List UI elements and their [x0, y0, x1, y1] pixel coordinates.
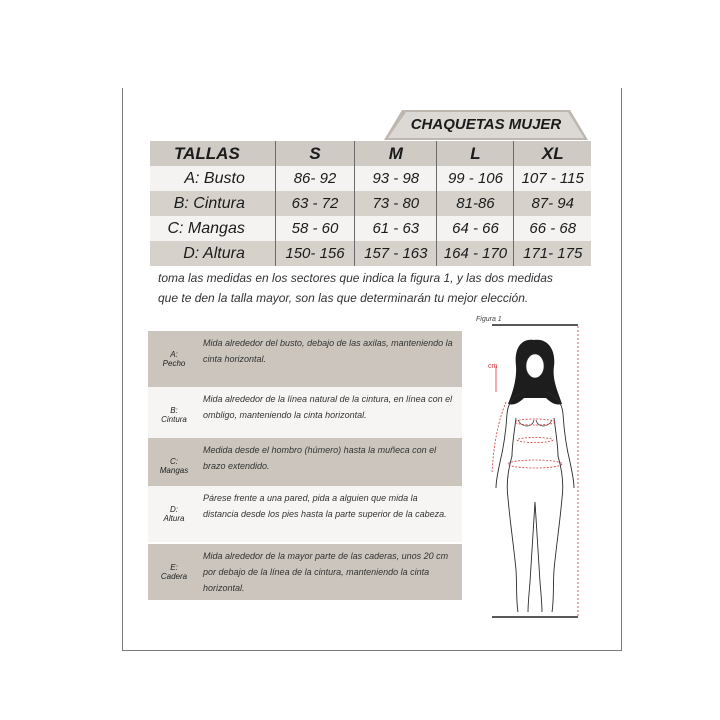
table-cell: 61 - 63 — [354, 216, 436, 241]
note-line-2: que te den la talla mayor, son las que determinarán tu mejor elección. — [158, 291, 529, 305]
table-cell: 86- 92 — [275, 166, 354, 191]
header-size-l: L — [436, 141, 513, 166]
table-cell: 157 - 163 — [354, 241, 436, 266]
guide-text: Párese frente a una pared, pida a alguien que mida la distancia desde los pies hasta la parte superior de la cabeza. — [203, 493, 447, 519]
table-row — [150, 216, 591, 241]
header-size-xl: XL — [513, 141, 591, 166]
size-table — [150, 141, 591, 266]
guide-text: Medida desde el hombro (húmero) hasta la muñeca con el brazo extendido. — [203, 445, 437, 471]
guide-key: E: Cadera — [160, 563, 188, 581]
table-row — [150, 191, 591, 216]
figure-label: Figura 1 — [476, 316, 502, 323]
table-cell: 171- 175 — [513, 241, 591, 266]
measurement-guide — [148, 325, 464, 603]
table-header-row — [150, 141, 591, 166]
page-title: CHAQUETAS MUJER — [410, 116, 562, 133]
row-label: A: Busto — [150, 166, 275, 191]
table-row — [150, 241, 591, 266]
table-cell: 164 - 170 — [436, 241, 513, 266]
row-label: B: Cintura — [150, 191, 275, 216]
table-cell: 58 - 60 — [275, 216, 354, 241]
row-label: C: Mangas — [150, 216, 275, 241]
guide-key: D: Altura — [163, 505, 185, 523]
guide-text: Mida alrededor de la mayor parte de las caderas, unos 20 cm por debajo de la línea de la cintura, manteniendo la cinta horizontal. — [203, 551, 449, 593]
body-figure-illustration — [462, 322, 592, 622]
table-cell: 64 - 66 — [436, 216, 513, 241]
measure-note — [158, 268, 558, 308]
guide-text: Mida alrededor de la línea natural de la cintura, en línea con el ombligo, manteniendo la cinta horizontal. — [203, 394, 453, 420]
guide-key: B: Cintura — [161, 406, 187, 424]
table-cell: 63 - 72 — [275, 191, 354, 216]
svg-text:cm: cm — [488, 363, 498, 370]
guide-row-cintura — [148, 387, 462, 443]
table-cell: 107 - 115 — [513, 166, 591, 191]
table-cell: 150- 156 — [275, 241, 354, 266]
guide-key: C: Mangas — [159, 457, 189, 475]
header-tallas: TALLAS — [150, 141, 275, 166]
table-cell: 87- 94 — [513, 191, 591, 216]
header-size-s: S — [275, 141, 354, 166]
table-cell: 81-86 — [436, 191, 513, 216]
table-cell: 73 - 80 — [354, 191, 436, 216]
guide-key: A: Pecho — [162, 350, 186, 368]
guide-row-altura — [148, 486, 462, 542]
guide-row-cadera — [148, 544, 462, 600]
table-cell: 99 - 106 — [436, 166, 513, 191]
row-label: D: Altura — [150, 241, 275, 266]
table-row — [150, 166, 591, 191]
table-cell: 66 - 68 — [513, 216, 591, 241]
table-cell: 93 - 98 — [354, 166, 436, 191]
header-size-m: M — [354, 141, 436, 166]
guide-text: Mida alrededor del busto, debajo de las axilas, manteniendo la cinta horizontal. — [203, 338, 453, 364]
note-line-1: toma las medidas en los sectores que indica la figura 1, y las dos medidas — [158, 271, 553, 285]
guide-row-pecho — [148, 331, 462, 387]
